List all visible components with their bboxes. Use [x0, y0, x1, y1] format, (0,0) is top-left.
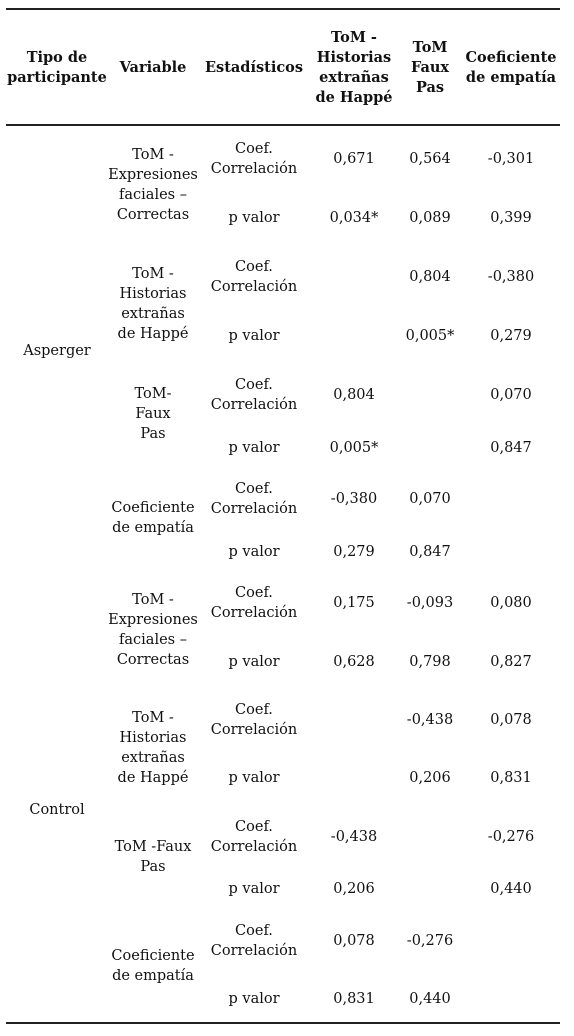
table-cell-coef: 0,804	[333, 387, 375, 403]
table-cell-p: 0,206	[409, 770, 451, 786]
statistic-label-coef: Coef. Correlación	[210, 923, 298, 959]
column-header: Estadísticos	[205, 59, 303, 76]
table-cell-coef: -0,093	[406, 595, 454, 611]
table-cell-coef: 0,080	[490, 595, 532, 611]
table-cell-p: 0,279	[333, 544, 375, 560]
table-bottom-rule	[6, 1022, 560, 1024]
table-cell-p: 0,440	[490, 881, 532, 897]
variable-label: ToM- Faux Pas	[134, 386, 172, 442]
statistic-label-coef: Coef. Correlación	[210, 585, 298, 621]
table-cell-coef: -0,438	[406, 712, 454, 728]
participant-type-label: Asperger	[23, 343, 91, 359]
table-cell-coef: 0,564	[409, 151, 451, 167]
column-header: Variable	[119, 59, 187, 76]
column-header: ToM Faux Pas	[410, 39, 450, 96]
table-cell-p: 0,798	[409, 654, 451, 670]
variable-label: ToM - Expresiones faciales – Correctas	[108, 592, 198, 668]
table-cell-p: 0,831	[490, 770, 532, 786]
table-cell-p: 0,005*	[405, 328, 455, 344]
table-cell-p: 0,206	[333, 881, 375, 897]
table-cell-coef: -0,380	[487, 269, 535, 285]
statistic-label-coef: Coef. Correlación	[210, 377, 298, 413]
statistic-label-coef: Coef. Correlación	[210, 259, 298, 295]
table-cell-p: 0,827	[490, 654, 532, 670]
statistic-label-coef: Coef. Correlación	[210, 819, 298, 855]
table-cell-p: 0,034*	[329, 210, 379, 226]
table-cell-p: 0,089	[409, 210, 451, 226]
table-cell-coef: -0,276	[487, 829, 535, 845]
table-cell-coef: 0,175	[333, 595, 375, 611]
statistic-label-coef: Coef. Correlación	[210, 702, 298, 738]
table-cell-coef: -0,380	[330, 491, 378, 507]
table-cell-p: 0,628	[333, 654, 375, 670]
variable-label: ToM -Faux Pas	[114, 839, 192, 875]
table-cell-p: 0,279	[490, 328, 532, 344]
table-cell-coef: 0,078	[490, 712, 532, 728]
statistic-label-coef: Coef. Correlación	[210, 141, 298, 177]
table-header-rule	[6, 124, 560, 126]
table-cell-p: 0,399	[490, 210, 532, 226]
variable-label: Coeficiente de empatía	[111, 500, 195, 536]
statistic-label-p: p valor	[228, 328, 280, 344]
table-top-rule	[6, 8, 560, 10]
table-cell-coef: -0,438	[330, 829, 378, 845]
table-cell-coef: 0,078	[333, 933, 375, 949]
variable-label: Coeficiente de empatía	[111, 948, 195, 984]
column-header: ToM - Historias extrañas de Happé	[315, 29, 393, 106]
table-cell-p: 0,847	[490, 440, 532, 456]
table-cell-p: 0,440	[409, 991, 451, 1007]
variable-label: ToM - Historias extrañas de Happé	[117, 710, 189, 786]
column-header: Coeficiente de empatía	[465, 49, 557, 86]
table-cell-coef: -0,301	[487, 151, 535, 167]
statistic-label-p: p valor	[228, 881, 280, 897]
statistic-label-p: p valor	[228, 654, 280, 670]
table-cell-coef: 0,804	[409, 269, 451, 285]
table-cell-coef: 0,671	[333, 151, 375, 167]
table-cell-coef: 0,070	[490, 387, 532, 403]
variable-label: ToM - Expresiones faciales – Correctas	[108, 147, 198, 223]
statistic-label-p: p valor	[228, 991, 280, 1007]
table-cell-coef: 0,070	[409, 491, 451, 507]
statistic-label-coef: Coef. Correlación	[210, 481, 298, 517]
statistic-label-p: p valor	[228, 210, 280, 226]
column-header: Tipo de participante	[7, 49, 107, 86]
variable-label: ToM - Historias extrañas de Happé	[117, 266, 189, 342]
table-cell-p: 0,005*	[329, 440, 379, 456]
table-cell-p: 0,831	[333, 991, 375, 1007]
statistic-label-p: p valor	[228, 770, 280, 786]
statistic-label-p: p valor	[228, 544, 280, 560]
table-cell-coef: -0,276	[406, 933, 454, 949]
statistic-label-p: p valor	[228, 440, 280, 456]
participant-type-label: Control	[29, 802, 85, 818]
table-cell-p: 0,847	[409, 544, 451, 560]
